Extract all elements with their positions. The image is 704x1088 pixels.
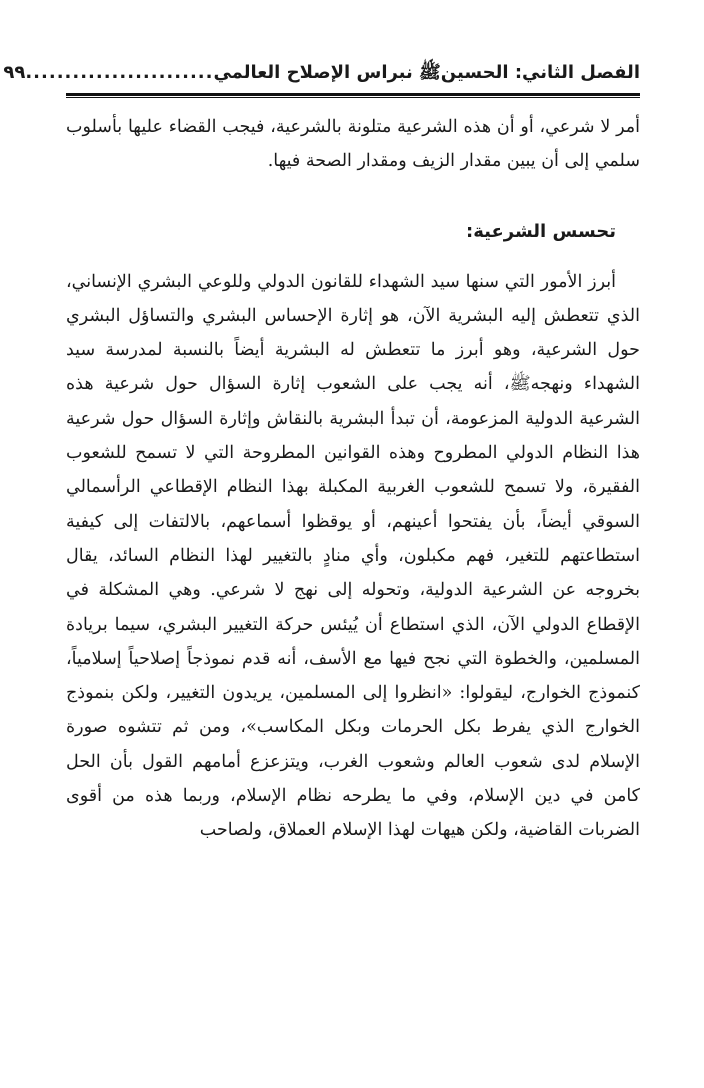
book-page — [3, 56, 640, 848]
running-header — [3, 56, 640, 90]
header-rule — [66, 93, 640, 98]
main-paragraph: أبرز الأمور التي سنها سيد الشهداء للقانون الدولي وللوعي البشري الإنساني، الذي تتعطش إليه البشرية الآن، هو إثارة الإحساس البشري والتساؤل البشري حول الشرعية، وهو أبرز ما تتعطش له البشرية أيضاً بالنسبة لمدرسة سيد الشهداء ونهجهﷺ، أنه يجب على الشعوب إثارة السؤال حول شرعية هذه الشرعية الدولية المزعومة، أن تبدأ البشرية بالنقاش وإثارة السؤال حول شرعية هذا النظام الدولي المطروح وهذه القوانين المطروحة التي لا تسمح للشعوب الفقيرة، ولا تسمح للشعوب الغربية المكبلة بهذا النظام الإقطاعي الرأسمالي السوقي أيضاً، بأن يفتحوا أعينهم، أو يوقظوا أسماعهم، بالالتفات إلى كيفية استطاعتهم للتغير، فهم مكبلون، وأي منادٍ بالتغيير لهذا النظام السائد، يقال بخروجه عن الشرعية الدولية، وتحوله إلى نهج لا شرعي. وهي المشكلة في الإقطاع الدولي الآن، الذي استطاع أن يُيئس حركة التغيير البشري، سيما بريادة المسلمين، والخطوة التي نجح فيها مع الأسف، أنه قدم نموذجاً إصلاحياً إسلامياً، كنموذج الخوارج، ليقولوا: «انظروا إلى المسلمين، يريدون التغيير، ولكن بنموذج الخوارج الذي يفرط بكل الحرمات وبكل المكاسب»، ومن ثم تتشوه صورة الإسلام لدى شعوب العالم وشعوب الغرب، ويتزعزع أمامهم القول بأن الحل كامن في دين الإسلام، وفي ما يطرحه نظام الإسلام، وربما هذه من أقوى الضربات القاضية، ولكن هيهات لهذا الإسلام العملاق، ولصاحب — [66, 271, 640, 841]
chapter-title: الفصل الثاني: الحسينﷺ نبراس الإصلاح العالمي — [213, 62, 640, 83]
page-number: ٩٩ — [3, 62, 26, 83]
intro-paragraph: أمر لا شرعي، أو أن هذه الشرعية متلونة بالشرعية، فيجب القضاء عليها بأسلوب سلمي إلى أن يبين مقدار الزيف ومقدار الصحة فيها. — [66, 117, 640, 172]
dot-leader: ........................ — [25, 62, 214, 83]
section-heading: تحسس الشرعية: — [466, 220, 616, 242]
